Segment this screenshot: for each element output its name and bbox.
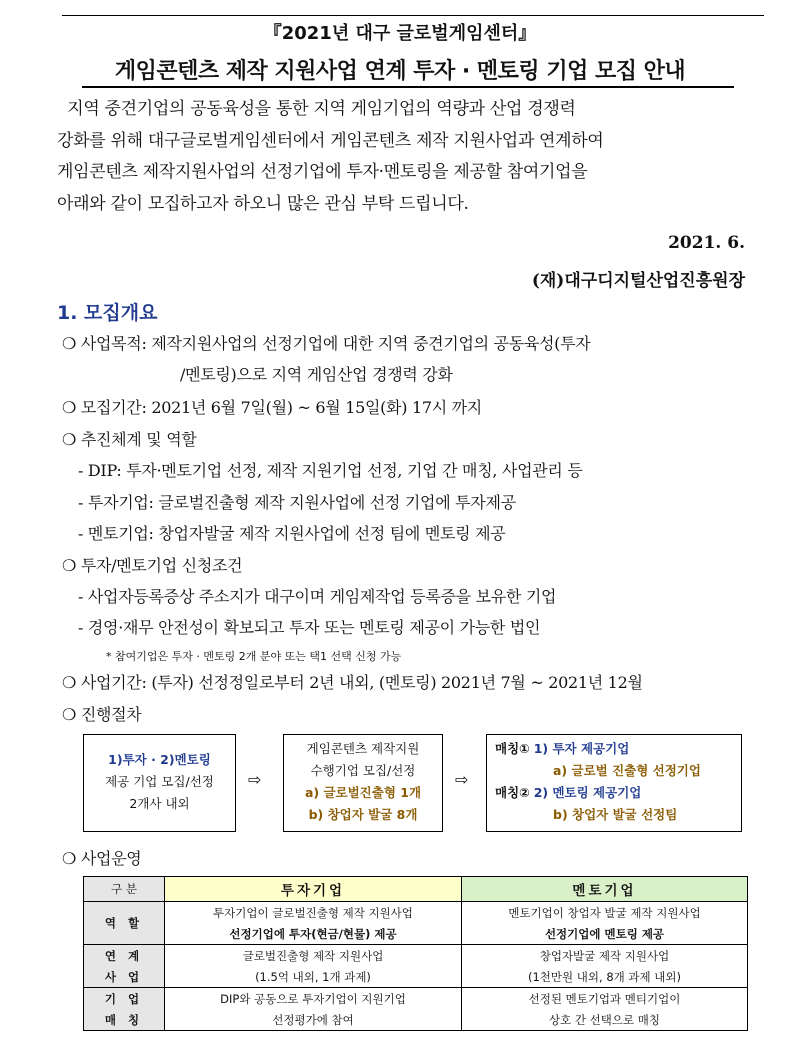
table-row: 선정기업에 투자(현금/현물) 제공 선정기업에 멘토링 제공 [84, 923, 748, 945]
system-item: ❍ 추진체계 및 역할 [62, 430, 197, 449]
flow-box-recruit-developers: 게임콘텐츠 제작지원 수행기업 모집/선정 a) 글로벌진출형 1개 b) 창업자 발굴 8개 [283, 734, 443, 832]
operation-table [83, 876, 748, 1031]
row-category: 역 할 [84, 902, 165, 945]
row-category: 매 칭 [84, 1009, 165, 1031]
condition-note: * 참여기업은 투자 · 멘토링 2개 분야 또는 택1 선택 신청 가능 [106, 650, 402, 663]
top-rule [62, 15, 764, 16]
arrow-right-icon: ⇨ [455, 770, 469, 789]
flow-box-recruit-providers: 1)투자 · 2)멘토링 제공 기업 모집/선정 2개사 내외 [83, 734, 236, 832]
purpose-item: ❍ 사업목적: 제작지원사업의 선정기업에 대한 지역 중견기업의 공동육성(투자 [62, 334, 591, 353]
purpose-continued: /멘토링)으로 지역 게임산업 경쟁력 강화 [180, 365, 453, 384]
bullet-icon: ❍ [62, 398, 77, 417]
bullet-icon: ❍ [62, 556, 77, 575]
bullet-icon: ❍ [62, 849, 77, 868]
mentor-role: - 멘토기업: 창업자발굴 제작 지원사업에 선정 팀에 멘토링 제공 [78, 524, 506, 543]
table-row: 연 계 글로벌진출형 제작 지원사업 창업자발굴 제작 지원사업 [84, 945, 748, 967]
issuer-org: (재)대구디지털산업진흥원장 [531, 271, 745, 291]
table-header-row [84, 877, 748, 902]
bullet-icon: ❍ [62, 334, 77, 353]
section-heading: 1. 모집개요 [57, 302, 158, 324]
table-row: 매 칭 선정평가에 참여 상호 간 선택으로 매칭 [84, 1009, 748, 1031]
page-subtitle: 『2021년 대구 글로벌게임센터』 [263, 23, 537, 44]
bullet-icon: ❍ [62, 673, 77, 692]
intro-line: 강화를 위해 대구글로벌게임센터에서 게임콘텐츠 제작 지원사업과 연계하여 [57, 130, 604, 151]
arrow-right-icon: ⇨ [248, 770, 262, 789]
flow-box-matching: 매칭① 1) 투자 제공기업 a) 글로벌 진출형 선정기업 매칭② 2) 멘토링 제공기업 b) 창업자 발굴 선정팀 [486, 734, 742, 832]
intro-line: 아래와 같이 모집하고자 하오니 많은 관심 부탁 드립니다. [57, 193, 469, 214]
bullet-icon: ❍ [62, 430, 77, 449]
intro-paragraph [57, 94, 747, 220]
operation-item: ❍ 사업운영 [62, 849, 142, 868]
table-row: 역 할 투자기업이 글로벌진출형 제작 지원사업 멘토기업이 창업자 발굴 제작 지원사업 [84, 902, 748, 924]
intro-line: 지역 중견기업의 공동육성을 통한 지역 게임기업의 역량과 산업 경쟁력 [57, 99, 576, 119]
biz-period-item: ❍ 사업기간: (투자) 선정정일로부터 2년 내외, (멘토링) 2021년 7월 ~ 2021년 12월 [62, 673, 643, 692]
table-row: 기 업 DIP와 공동으로 투자기업이 지원기업 선정된 멘토기업과 멘티기업이 [84, 988, 748, 1010]
row-category: 사 업 [84, 966, 165, 988]
process-item: ❍ 진행절차 [62, 705, 142, 724]
bullet-icon: ❍ [62, 705, 77, 724]
header-investor: 투자기업 [165, 877, 462, 902]
table-row: 사 업 (1.5억 내외, 1개 과제) (1천만원 내외, 8개 과제 내외) [84, 966, 748, 988]
header-mentor: 멘토기업 [462, 877, 748, 902]
period-item: ❍ 모집기간: 2021년 6월 7일(월) ~ 6월 15일(화) 17시 까지 [62, 398, 482, 417]
investor-role: - 투자기업: 글로벌진출형 제작 지원사업에 선정 기업에 투자제공 [78, 493, 516, 512]
page-title: 게임콘텐츠 제작 지원사업 연계 투자 · 멘토링 기업 모집 안내 [114, 59, 686, 84]
condition-address: - 사업자등록증상 주소지가 대구이며 게임제작업 등록증을 보유한 기업 [78, 587, 557, 606]
dip-role: - DIP: 투자·멘토기업 선정, 제작 지원기업 선정, 기업 간 매칭, 사업관리 등 [78, 461, 583, 480]
issue-date: 2021. 6. [668, 233, 745, 253]
conditions-item: ❍ 투자/멘토기업 신청조건 [62, 556, 243, 575]
condition-stability: - 경영·재무 안전성이 확보되고 투자 또는 멘토링 제공이 가능한 법인 [78, 618, 541, 637]
title-underline [82, 86, 734, 88]
row-category: 연 계 [84, 945, 165, 967]
row-category: 기 업 [84, 988, 165, 1010]
header-category: 구 분 [84, 877, 165, 902]
intro-line: 게임콘텐츠 제작지원사업의 선정기업에 투자·멘토링을 제공할 참여기업을 [57, 162, 588, 182]
